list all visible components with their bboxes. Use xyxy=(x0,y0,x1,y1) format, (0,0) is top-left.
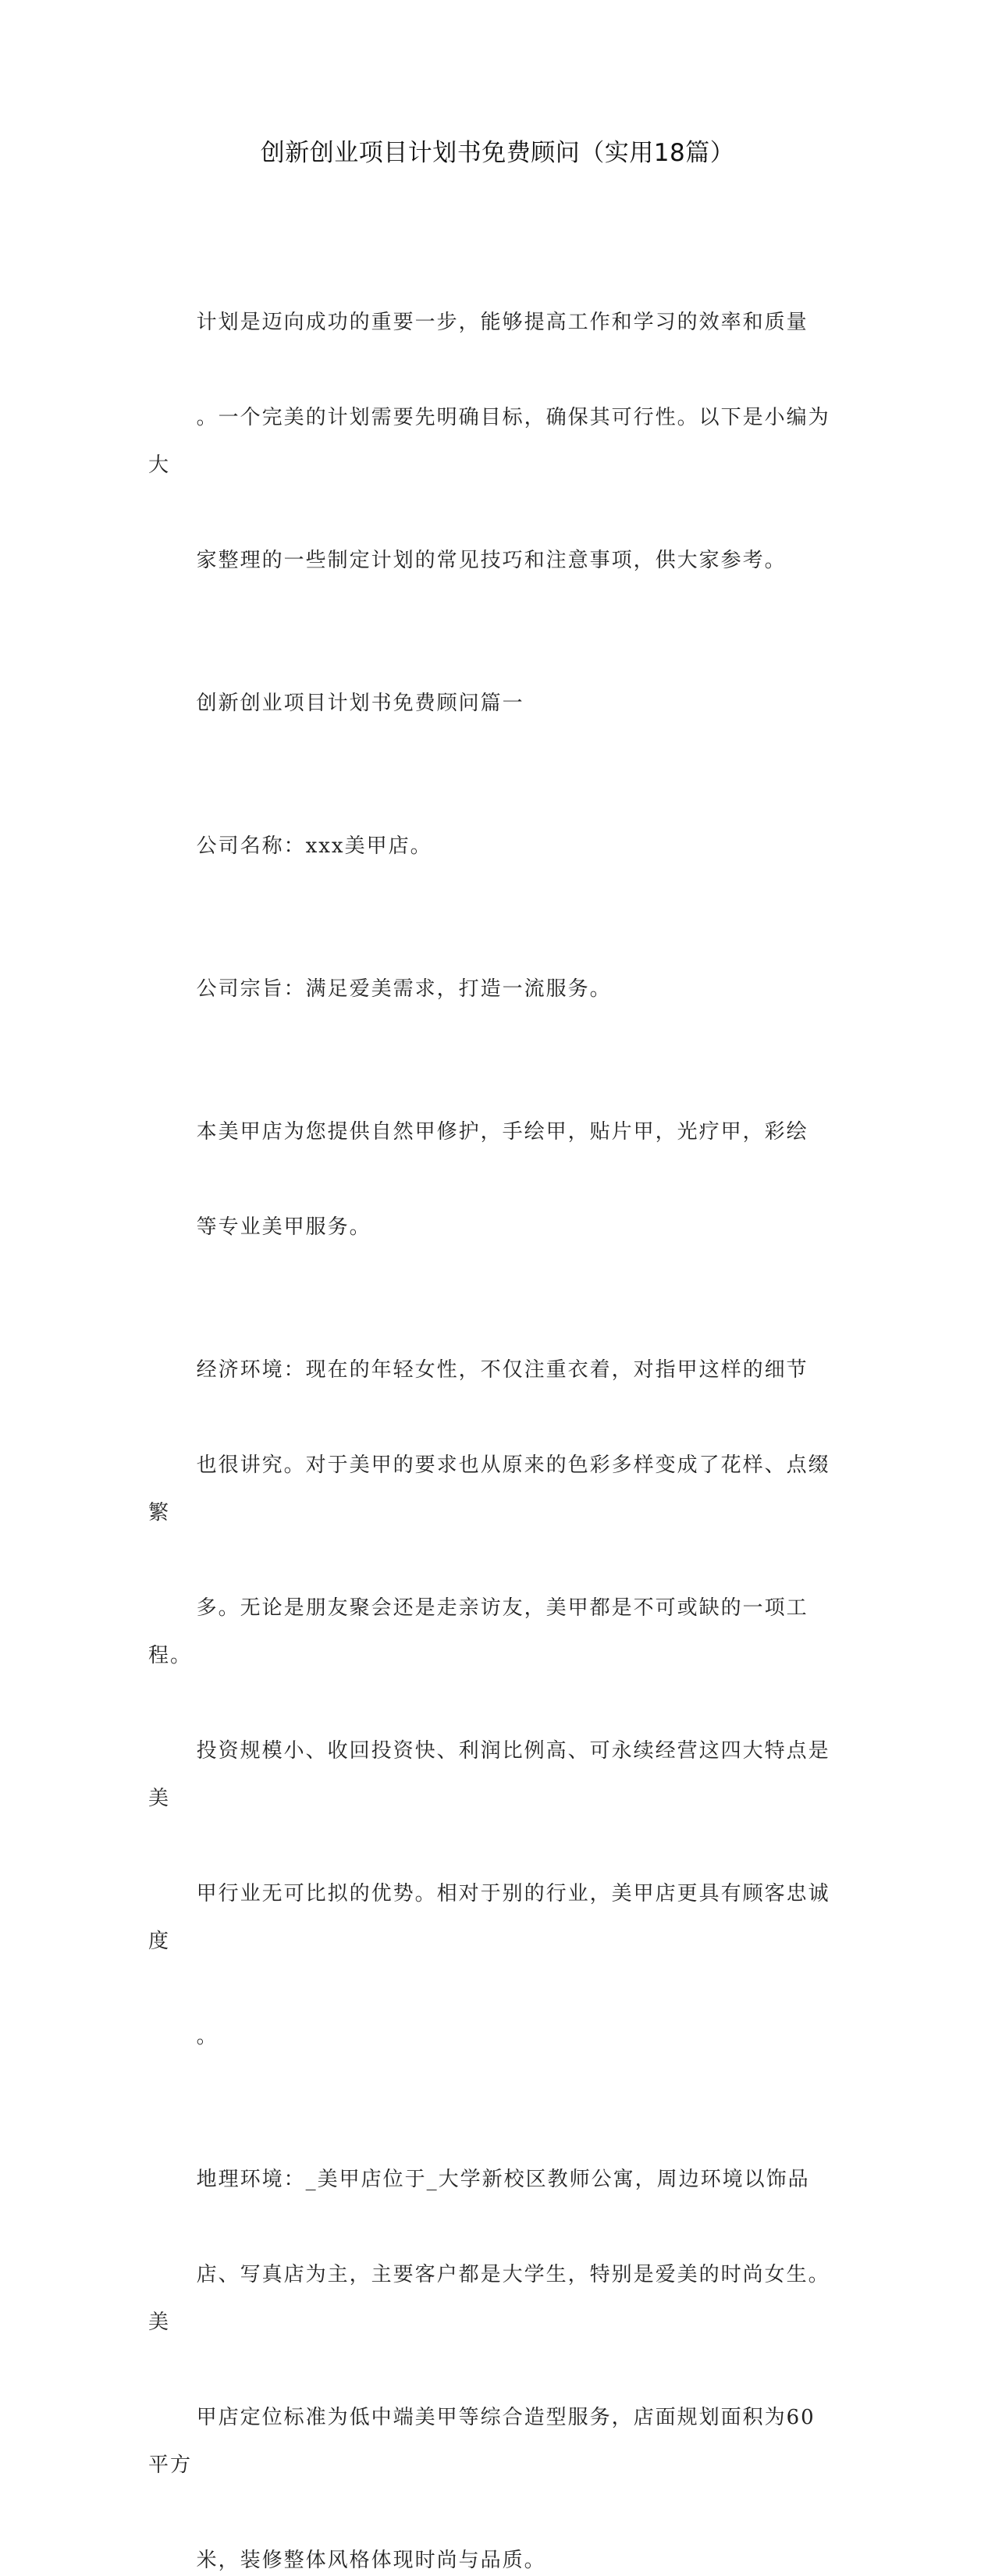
services-paragraph xyxy=(148,1061,835,1299)
paragraph-line: 经济环境：现在的年轻女性，不仅注重衣着，对指甲这样的细节 xyxy=(196,1358,808,1382)
geographic-environment-paragraph xyxy=(148,2108,835,2576)
paragraph-line: 。一个完美的计划需要先明确目标，确保其可行性。以下是小编为大 xyxy=(148,406,830,477)
paragraph-line: 甲行业无可比拟的优势。相对于别的行业，美甲店更具有顾客忠诚度 xyxy=(148,1882,830,1953)
paragraph-line: 也很讲究。对于美甲的要求也从原来的色彩多样变成了花样、点缀繁 xyxy=(148,1453,830,1525)
section-heading xyxy=(148,632,835,775)
paragraph-line: 多。无论是朋友聚会还是走亲访友，美甲都是不可或缺的一项工程。 xyxy=(148,1596,808,1667)
company-name-paragraph xyxy=(148,775,835,918)
company-purpose-paragraph xyxy=(148,918,835,1061)
paragraph-line: 等专业美甲服务。 xyxy=(196,1215,371,1239)
paragraph-line: 地理环境：_美甲店位于_大学新校区教师公寓，周边环境以饰品 xyxy=(196,2168,810,2191)
paragraph-line: 甲店定位标准为低中端美甲等综合造型服务，店面规划面积为60平方 xyxy=(148,2406,816,2477)
paragraph-line: 店、写真店为主，主要客户都是大学生，特别是爱美的时尚女生。美 xyxy=(148,2263,830,2334)
paragraph-line: 公司宗旨：满足爱美需求，打造一流服务。 xyxy=(196,977,612,1001)
document-title: 创新创业项目计划书免费顾问（实用18篇） xyxy=(260,139,735,167)
section-heading-text: 创新创业项目计划书免费顾问篇一 xyxy=(196,692,524,715)
paragraph-line: 。 xyxy=(196,2025,219,2048)
paragraph-line: 本美甲店为您提供自然甲修护，手绘甲，贴片甲，光疗甲，彩绘 xyxy=(196,1120,808,1144)
paragraph-line: 计划是迈向成功的重要一步，能够提高工作和学习的效率和质量 xyxy=(196,311,808,334)
paragraph-line: 家整理的一些制定计划的常见技巧和注意事项，供大家参考。 xyxy=(196,549,787,572)
paragraph-line: 米，装修整体风格体现时尚与品质。 xyxy=(196,2549,546,2572)
economic-environment-paragraph xyxy=(148,1299,835,2108)
document-body xyxy=(148,251,835,2576)
paragraph-line: 投资规模小、收回投资快、利润比例高、可永续经营这四大特点是美 xyxy=(148,1739,830,1810)
intro-paragraph xyxy=(148,251,835,632)
paragraph-line: 公司名称：xxx美甲店。 xyxy=(196,834,432,858)
